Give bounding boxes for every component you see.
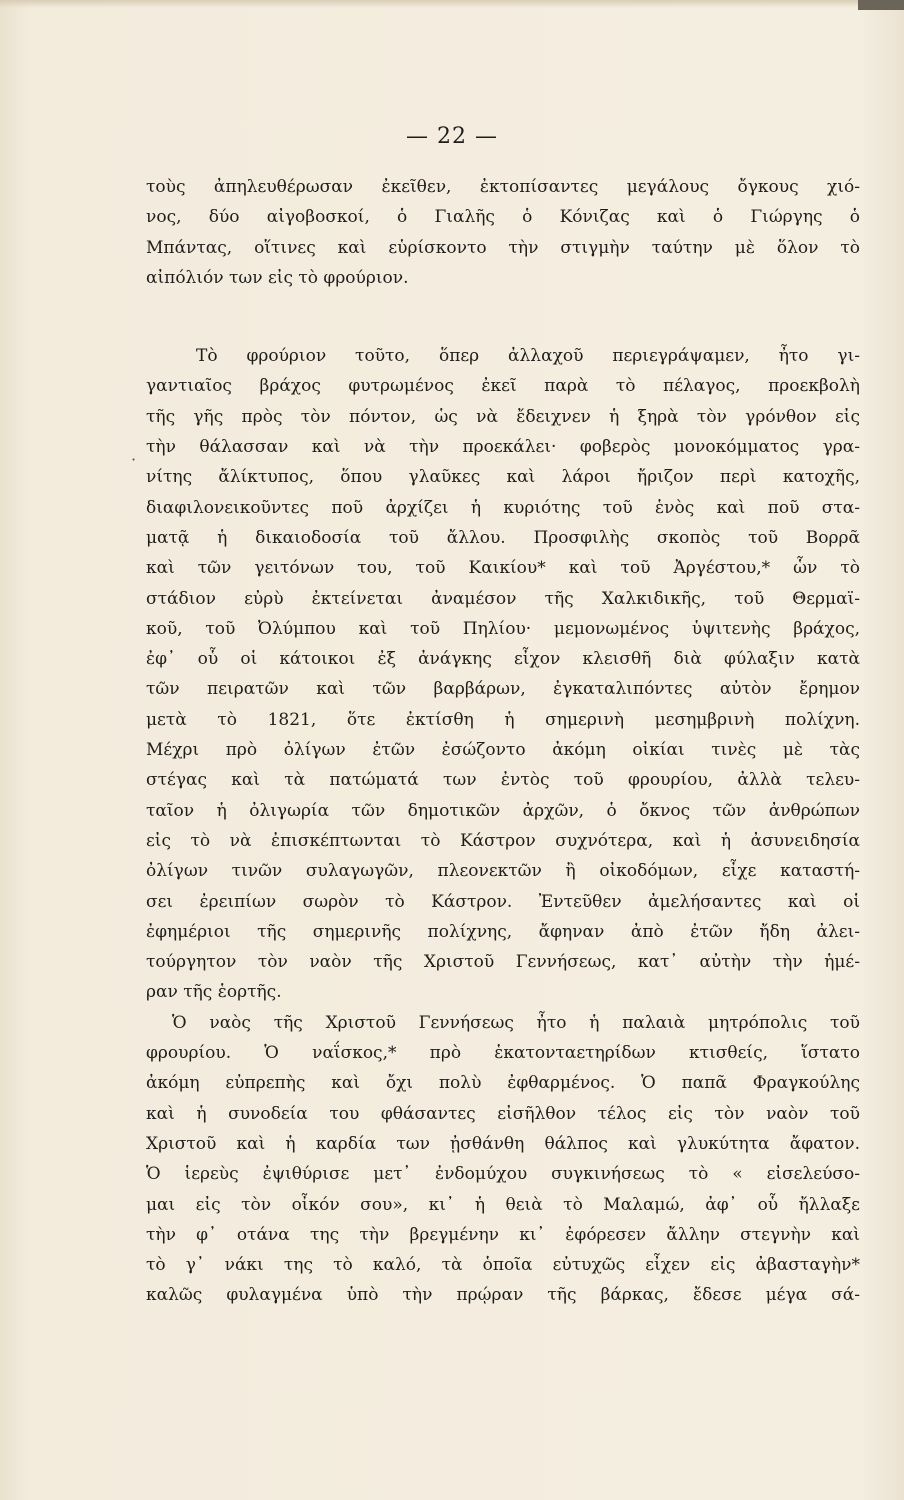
text-line: Χριστοῦ καὶ ἡ καρδία των ᾐσθάνθη θάλπος καὶ γλυκύτητα ἄφατον. xyxy=(146,1133,860,1154)
text-line: ὀλίγων τινῶν συλαγωγῶν, πλεονεκτῶν ἢ οἰκοδόμων, εἶχε καταστή- xyxy=(146,861,860,882)
text-line: μετὰ τὸ 1821, ὅτε ἐκτίσθη ἡ σημερινὴ μεσημβρινὴ πολίχνη. xyxy=(146,709,860,730)
text-line: τῆς γῆς πρὸς τὸν πόντον, ὡς νὰ ἔδειχνεν ἡ ξηρὰ τὸν γρόνθον εἰς xyxy=(146,406,860,427)
text-line: αἰπόλιόν των εἰς τὸ φρούριον. xyxy=(146,267,409,288)
text-line: νίτης ἄλίκτυπος, ὅπου γλαῦκες καὶ λάροι ἤριζον περὶ κατοχῆς, xyxy=(146,467,860,488)
corner-mark xyxy=(858,0,904,10)
text-line: διαφιλονεικοῦντες ποῦ ἀρχίζει ἡ κυριότης τοῦ ἑνὸς καὶ ποῦ στα- xyxy=(146,497,860,518)
text-line: εἰς τὸ νὰ ἐπισκέπτωνται τὸ Κάστρον συχνότερα, καὶ ἡ ἀσυνειδησία xyxy=(146,830,860,851)
paragraph-1 xyxy=(146,172,860,293)
text-line: τὸ γ᾽ νάκι της τὸ καλό, τὰ ὁποῖα εὐτυχῶς εἶχεν εἰς ἀβασταγὴν* xyxy=(146,1255,860,1276)
text-line: Μέχρι πρὸ ὀλίγων ἐτῶν ἐσώζοντο ἀκόμη οἰκίαι τινὲς μὲ τὰς xyxy=(146,740,860,761)
text-line: μαι εἰς τὸν οἶκόν σου», κι᾽ ἡ θειὰ τὸ Μαλαμώ, ἀφ᾽ οὗ ἤλλαξε xyxy=(146,1194,860,1215)
body-text xyxy=(146,172,860,1311)
text-line: κοῦ, τοῦ Ὀλύμπου καὶ τοῦ Πηλίου· μεμονωμένος ὑψιτενὴς βράχος, xyxy=(146,618,860,639)
text-line: ραν τῆς ἑορτῆς. xyxy=(146,982,282,1003)
text-line: στέγας καὶ τὰ πατώματά των ἐντὸς τοῦ φρουρίου, ἀλλὰ τελευ- xyxy=(146,770,860,791)
text-line: καὶ ἡ συνοδεία του φθάσαντες εἰσῆλθον τέλος εἰς τὸν ναὸν τοῦ xyxy=(146,1103,860,1124)
text-line: καὶ τῶν γειτόνων του, τοῦ Καικίου* καὶ τοῦ Ἀργέστου,* ὧν τὸ xyxy=(146,558,860,579)
page-number: — 22 — xyxy=(406,124,498,149)
text-line: τούργητον τὸν ναὸν τῆς Χριστοῦ Γεννήσεως, κατ᾽ αὐτὴν τὴν ἡμέ- xyxy=(146,952,860,973)
text-line: τῶν πειρατῶν καὶ τῶν βαρβάρων, ἐγκαταλιπόντες αὐτὸν ἔρημον xyxy=(146,679,860,700)
text-line: τὴν θάλασσαν καὶ νὰ τὴν προεκάλει· φοβερὸς μονοκόμματος γρα- xyxy=(146,437,860,458)
text-line: γαντιαῖος βράχος φυτρωμένος ἐκεῖ παρὰ τὸ πέλαγος, προεκβολὴ xyxy=(146,376,860,397)
paragraph-2 xyxy=(146,341,860,1008)
page-top-edge xyxy=(0,0,904,8)
text-line: Ὁ ἱερεὺς ἐψιθύρισε μετ᾽ ἐνδομύχου συγκινήσεως τὸ « εἰσελεύσο- xyxy=(146,1164,860,1185)
paragraph-3 xyxy=(146,1008,860,1311)
text-line: τὴν φ᾽ οτάνα της τὴν βρεγμένην κι᾽ ἐφόρεσεν ἄλλην στεγνὴν καὶ xyxy=(146,1224,860,1245)
paragraph-gap xyxy=(146,293,860,341)
text-line: στάδιον εὐρὺ ἐκτείνεται ἀναμέσον τῆς Χαλκιδικῆς, τοῦ Θερμαϊ- xyxy=(146,588,860,609)
text-line: ματᾷ ἡ δικαιοδοσία τοῦ ἄλλου. Προσφιλὴς σκοπὸς τοῦ Βορρᾶ xyxy=(146,527,860,548)
text-line: Τὸ φρούριον τοῦτο, ὅπερ ἀλλαχοῦ περιεγράψαμεν, ἦτο γι- xyxy=(196,346,860,367)
margin-mark: · xyxy=(131,450,137,469)
text-line: καλῶς φυλαγμένα ὑπὸ τὴν πρῴραν τῆς βάρκας, ἔδεσε μέγα σά- xyxy=(146,1285,860,1306)
text-line: σει ἐρειπίων σωρὸν τὸ Κάστρον. Ἐντεῦθεν ἀμελήσαντες καὶ οἱ xyxy=(146,891,860,912)
text-line: Μπάντας, οἵτινες καὶ εὑρίσκοντο τὴν στιγμὴν ταύτην μὲ ὅλον τὸ xyxy=(146,237,860,258)
text-line: τοὺς ἀπηλευθέρωσαν ἐκεῖθεν, ἐκτοπίσαντες μεγάλους ὄγκους χιό- xyxy=(146,177,860,197)
text-line: νος, δύο αἰγοβοσκοί, ὁ Γιαλῆς ὁ Κόνιζας καὶ ὁ Γιώργης ὁ xyxy=(146,207,860,228)
text-line: φρουρίου. Ὁ ναΐσκος,* πρὸ ἑκατονταετηρίδων κτισθείς, ἵστατο xyxy=(146,1043,860,1064)
text-line: ἐφ᾽ οὗ οἱ κάτοικοι ἐξ ἀνάγκης εἶχον κλεισθῆ διὰ φύλαξιν κατὰ xyxy=(146,649,860,670)
text-line: Ὁ ναὸς τῆς Χριστοῦ Γεννήσεως ἦτο ἡ παλαιὰ μητρόπολις τοῦ xyxy=(172,1012,860,1033)
text-line: ἀκόμη εὐπρεπὴς καὶ ὄχι πολὺ ἐφθαρμένος. Ὁ παπᾶ Φραγκούλης xyxy=(146,1073,860,1094)
text-line: ταῖον ἡ ὀλιγωρία τῶν δημοτικῶν ἀρχῶν, ὁ ὄκνος τῶν ἀνθρώπων xyxy=(146,800,860,821)
text-line: ἐφημέριοι τῆς σημερινῆς πολίχνης, ἄφηναν ἀπὸ ἐτῶν ἤδη ἀλει- xyxy=(146,921,860,942)
